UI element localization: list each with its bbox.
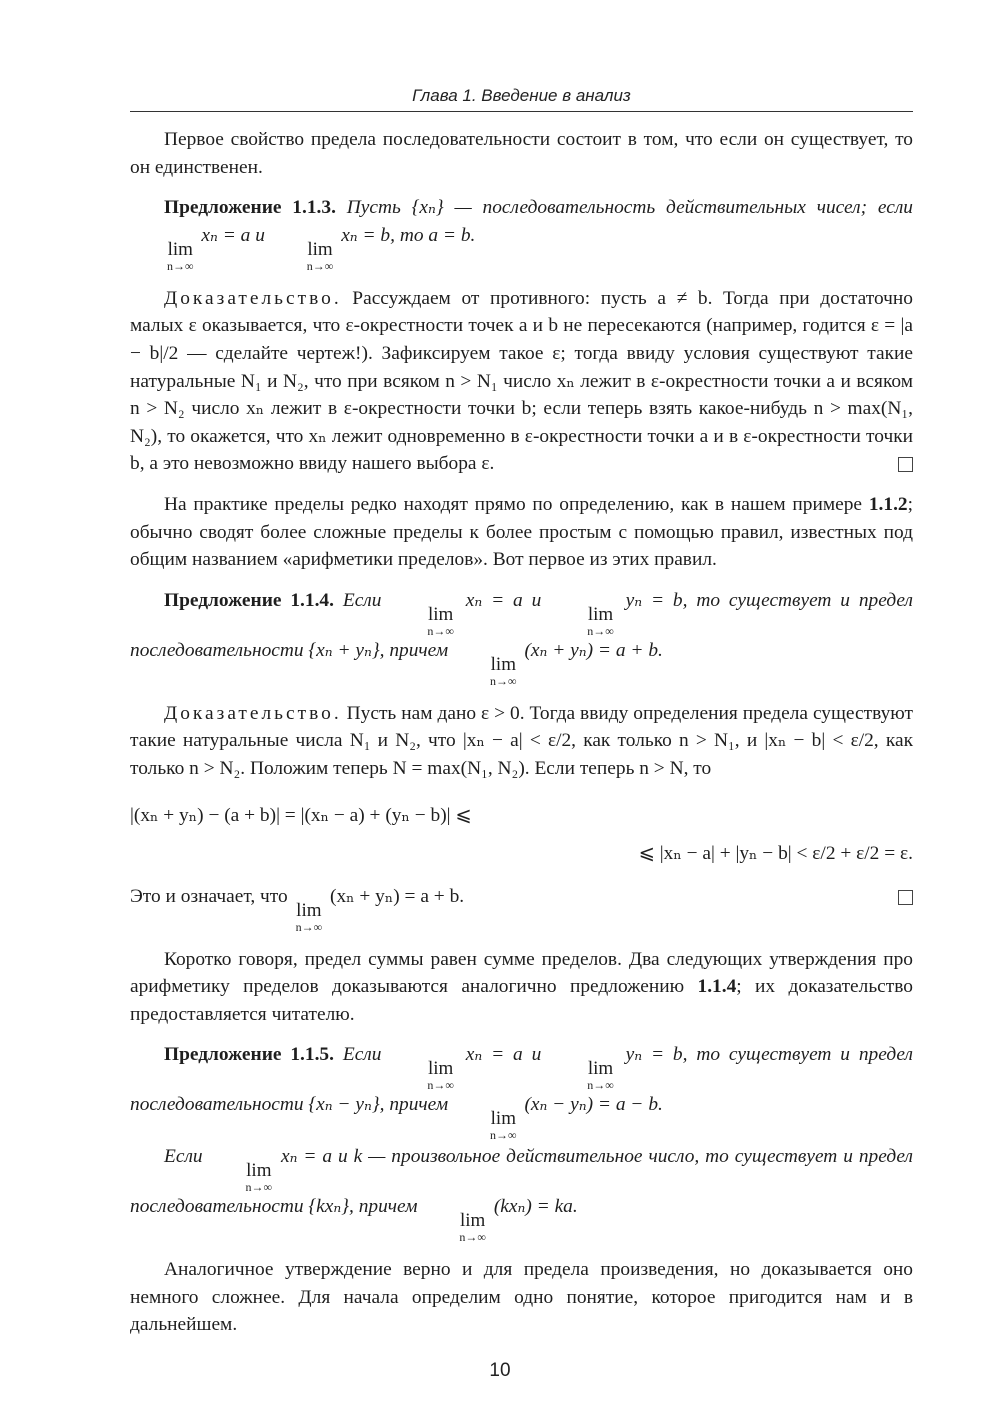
equation-line-2: ⩽ |xₙ − a| + |yₙ − b| < ε/2 + ε/2 = ε. xyxy=(638,842,913,864)
proposition-text: xₙ = a и k — произвольное действительное число, то существует и предел последовательности {kxₙ}, причем xyxy=(130,1146,913,1218)
proposition-text: Если xyxy=(164,1146,203,1168)
limit-symbol: lim n→∞ xyxy=(587,603,614,638)
limit-symbol: lim n→∞ xyxy=(167,238,194,273)
cross-reference: 1.1.2 xyxy=(868,493,908,515)
proposition-text: xₙ = a и xyxy=(465,1044,542,1066)
proof-label: Доказательство. xyxy=(164,702,342,724)
proposition-text: xₙ = b, то a = b. xyxy=(341,224,476,246)
paragraph-text: Коротко говоря, предел суммы равен сумме пределов. Два следующих утверждения про арифметику пределов доказываются аналогично предложению xyxy=(130,948,913,998)
proof-label: Доказательство. xyxy=(164,287,342,309)
paragraph-uniqueness: Первое свойство предела последовательности состоит в том, что если он существует, то он единственен. xyxy=(130,129,913,178)
conclusion-text: Это и означает, что xyxy=(130,885,288,907)
paragraph-sum-of-limits xyxy=(130,946,913,1029)
proof-conclusion xyxy=(130,883,913,933)
limit-symbol: lim n→∞ xyxy=(245,1160,273,1195)
proof-text: Пусть нам дано ε > 0. Тогда ввиду определения предела существуют такие натуральные числа N₁ и N₂, что |xₙ − a| < ε/2, как только n > N₁, и |xₙ − b| < ε/2, как только n > N₂. Положим теперь N = max(N₁, N₂). Если теперь n > N, то xyxy=(130,702,913,779)
proposition-text: (xₙ − yₙ) = a − b. xyxy=(524,1094,663,1116)
proposition-1-1-5-part-2 xyxy=(130,1143,913,1243)
limit-symbol: lim n→∞ xyxy=(427,603,454,638)
proposition-label: Предложение 1.1.5. xyxy=(164,1044,334,1066)
proposition-text: xₙ = a и xyxy=(201,224,265,246)
proof-1-1-4 xyxy=(130,700,913,783)
paragraph-product: Аналогичное утверждение верно и для предела произведения, но доказывается оно немного сложнее. Для начала определим одно понятие, которое пригодится нам и в дальнейшем. xyxy=(130,1259,913,1336)
proposition-text: Если xyxy=(342,1044,382,1066)
paragraph-arithmetic xyxy=(130,491,913,574)
limit-symbol: lim n→∞ xyxy=(427,1058,454,1093)
proposition-text: Если xyxy=(342,589,382,611)
limit-symbol: lim n→∞ xyxy=(490,1108,517,1143)
page-number: 10 xyxy=(489,1360,511,1381)
proposition-text: yₙ = b, то существует и предел последовательности {xₙ − yₙ}, причем xyxy=(130,1044,913,1116)
paragraph-text: ; их доказательство предоставляется читателю. xyxy=(130,976,913,1025)
equation-line-1: |(xₙ + yₙ) − (a + b)| = |(xₙ − a) + (yₙ − b)| ⩽ xyxy=(130,804,472,826)
paragraph-text: ; обычно сводят более сложные пределы к более простым с помощью правил, известных под общим названием «арифметики пределов». Вот первое из этих правил. xyxy=(130,493,913,571)
proposition-label: Предложение 1.1.3. xyxy=(164,197,336,219)
cross-reference: 1.1.4 xyxy=(697,976,737,998)
qed-square-icon xyxy=(898,457,913,472)
proposition-text: (xₙ + yₙ) = a + b. xyxy=(524,639,663,661)
proposition-1-1-3 xyxy=(130,194,913,272)
proposition-text: yₙ = b, то существует и предел последовательности {xₙ + yₙ}, причем xyxy=(130,589,913,661)
conclusion-text: (xₙ + yₙ) = a + b. xyxy=(329,885,465,907)
proposition-text: (kxₙ) = ka. xyxy=(493,1196,578,1218)
limit-symbol: lim n→∞ xyxy=(295,899,323,934)
paragraph-text: На практике пределы редко находят прямо по определению, как в нашем примере xyxy=(164,493,863,515)
qed-square-icon xyxy=(898,890,913,905)
limit-symbol: lim n→∞ xyxy=(587,1058,614,1093)
page-body xyxy=(130,126,913,1352)
header-rule xyxy=(130,111,913,112)
proposition-text: xₙ = a и xyxy=(465,589,542,611)
limit-symbol: lim n→∞ xyxy=(306,238,334,273)
proof-1-1-3 xyxy=(130,285,913,478)
proposition-label: Предложение 1.1.4. xyxy=(164,589,334,611)
display-equation xyxy=(130,797,913,873)
proposition-1-1-5 xyxy=(130,1041,913,1141)
limit-symbol: lim n→∞ xyxy=(459,1210,486,1245)
proposition-1-1-4 xyxy=(130,587,913,687)
running-header: Глава 1. Введение в анализ xyxy=(412,86,631,105)
proof-text: Рассуждаем от противного: пусть a ≠ b. Тогда при достаточно малых ε оказывается, что ε-окрестности точек a и b не пересекаются (например, годится ε = |a − b|/2 — сделайте чертеж!). Зафиксируем такое ε; тогда ввиду условия существуют такие натуральные N₁ и N₂, что при всяком n > N₁ число xₙ лежит в ε-окрестности точки a и всяком n > N₂ число xₙ лежит в ε-окрестности точки b; если теперь взять какое-нибудь n > max(N₁, N₂), то окажется, что xₙ лежит одновременно в ε-окрестности точки a и в ε-окрестности точки b, а это невозможно ввиду нашего выбора ε. xyxy=(130,287,913,475)
limit-symbol: lim n→∞ xyxy=(490,653,517,688)
proposition-text: Пусть {xₙ} — последовательность действительных чисел; если xyxy=(346,197,913,219)
